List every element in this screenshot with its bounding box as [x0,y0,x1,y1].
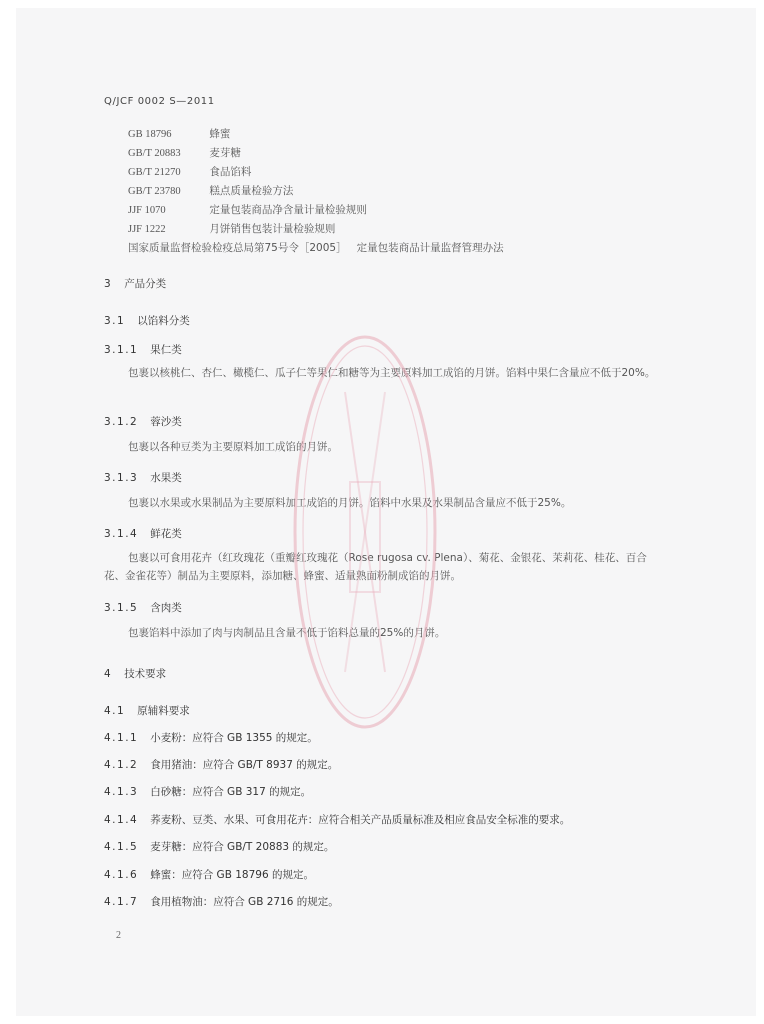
section-paragraph: 包裹以水果或水果制品为主要原料加工成馅的月饼。馅料中水果及水果制品含量应不低于25%。 [128,497,572,509]
section-heading [104,313,190,328]
reference-title: 麦芽糖 [209,147,241,159]
reference-item [128,221,335,236]
reference-title: 蜂蜜 [209,128,231,140]
reference-code: GB 18796 [128,129,172,140]
section-title: 技术要求 [124,668,167,680]
section-title: 果仁类 [150,344,182,356]
section-number: 3.1.4 [104,528,139,540]
section-number: 3.1 [104,315,126,327]
requirement-text: 麦芽糖：应符合 GB/T 20883 的规定。 [150,841,335,853]
reference-item [128,145,241,160]
reference-title: 糕点质量检验方法 [209,185,294,197]
requirement-item [104,839,334,854]
reference-code: JJF 1222 [128,224,166,235]
requirement-item [104,894,339,909]
section-paragraph: 包裹以核桃仁、杏仁、橄榄仁、瓜子仁等果仁和糖等为主要原料加工成馅的月饼。馅料中果仁含量应不低于20%。 [128,367,656,379]
reference-title: 食品馅料 [209,166,252,178]
reference-item [128,164,251,179]
requirement-item [104,812,570,827]
reference-code: 国家质量监督检验检疫总局第75号令［2005］ [128,242,347,254]
requirement-text: 蜂蜜：应符合 GB 18796 的规定。 [150,869,314,881]
reference-code: GB/T 21270 [128,167,181,178]
requirement-text: 荞麦粉、豆类、水果、可食用花卉：应符合相关产品质量标准及相应食品安全标准的要求。 [150,814,571,826]
requirement-text: 小麦粉：应符合 GB 1355 的规定。 [150,732,318,744]
requirement-text: 食用猪油：应符合 GB/T 8937 的规定。 [150,759,339,771]
section-number: 3.1.1 [104,344,139,356]
section-title: 产品分类 [124,278,167,290]
section-number: 3.1.2 [104,416,139,428]
reference-title: 定量包装商品计量监督管理办法 [356,242,504,254]
section-number: 3 [104,278,113,290]
section-number: 4.1.3 [104,786,139,798]
reference-item [128,183,293,198]
requirement-text: 白砂糖：应符合 GB 317 的规定。 [150,786,312,798]
reference-title: 定量包装商品净含量计量检验规则 [209,204,367,216]
section-number: 4.1.7 [104,896,139,908]
section-heading [104,276,166,291]
requirement-item [104,867,314,882]
section-number: 4.1.5 [104,841,139,853]
section-title: 蓉沙类 [150,416,182,428]
section-title: 以馅料分类 [137,315,190,327]
section-number: 3.1.3 [104,472,139,484]
section-number: 4.1.2 [104,759,139,771]
section-heading [104,526,182,541]
section-paragraph: 包裹以可食用花卉（红玫瑰花（重瓣红玫瑰花（Rose rugosa cv. Plena）、菊花、金银花、茉莉花、桂花、百合花、金雀花等）制品为主要原料，添加糖、蜂蜜、适量熟面粉制成馅的月饼。 [104,552,647,582]
section-heading [104,703,190,718]
section-paragraph: 包裹以各种豆类为主要原料加工成馅的月饼。 [128,441,338,453]
requirement-item [104,757,338,772]
reference-code: JJF 1070 [128,205,166,216]
section-heading [104,666,166,681]
section-heading [104,414,182,429]
section-title: 原辅料要求 [137,705,190,717]
requirement-text: 食用植物油：应符合 GB 2716 的规定。 [150,896,339,908]
reference-item [128,240,504,255]
section-number: 4 [104,668,113,680]
seal-stamp [290,332,440,732]
reference-item [128,202,367,217]
section-paragraph: 包裹馅料中添加了肉与肉制品且含量不低于馅料总量的25%的月饼。 [128,627,446,639]
section-title: 含肉类 [150,602,182,614]
reference-item [128,126,230,141]
page-number: 2 [116,930,121,941]
requirement-item [104,730,318,745]
section-number: 4.1.6 [104,869,139,881]
section-heading [104,342,182,357]
reference-title: 月饼销售包装计量检验规则 [209,223,336,235]
section-heading [104,470,182,485]
section-heading [104,600,182,615]
standard-code-header: Q/JCF 0002 S—2011 [104,96,215,107]
section-number: 4.1 [104,705,126,717]
section-number: 3.1.5 [104,602,139,614]
reference-code: GB/T 23780 [128,186,181,197]
section-number: 4.1.4 [104,814,139,826]
reference-code: GB/T 20883 [128,148,181,159]
section-title: 水果类 [150,472,182,484]
section-title: 鲜花类 [150,528,182,540]
requirement-item [104,784,311,799]
section-number: 4.1.1 [104,732,139,744]
